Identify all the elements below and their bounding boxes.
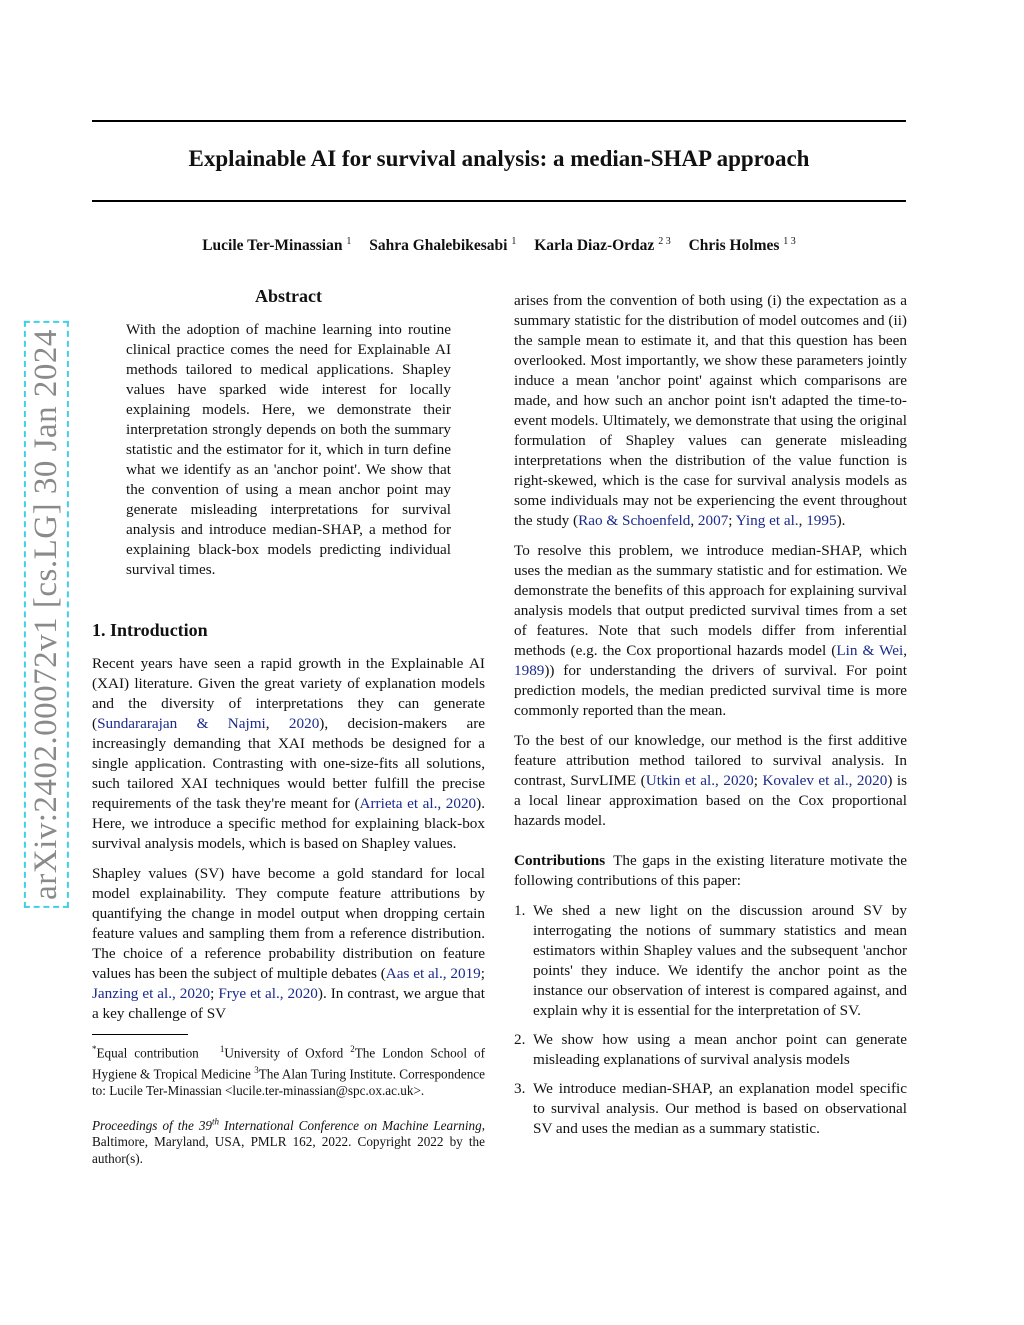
footnote-marker: * — [92, 1044, 97, 1054]
paragraph-text: Shapley values (SV) have become a gold standard for local model explainability. They compute feature attributions by quantifying the change in model output when dropping certain feature values and sampling them from a reference distribution. The choice of a reference probability distribution on feature values has been the subject of multiple debates ( — [92, 865, 485, 982]
citation-link[interactable]: Frye et al., 2020 — [218, 985, 318, 1002]
author-affiliation: 2 3 — [658, 236, 671, 247]
list-item-text: We show how using a mean anchor point can generate misleading explanations of survival analysis models — [533, 1031, 907, 1068]
citation-link[interactable]: Lin & Wei — [836, 642, 904, 659]
contributions-heading: Contributions — [514, 852, 606, 869]
citation-link[interactable]: Utkin et al., 2020 — [645, 772, 754, 789]
list-item-text: We shed a new light on the discussion around SV by interrogating the notions of summary statistics and mean estimators within Shapley values and the subsequent 'anchor points' they induce. We identify the anchor point as the instance our observation of interest is compared against, and explain why it is essential for the interpretation of SV. — [533, 902, 907, 1019]
title-rule-bottom — [92, 200, 906, 202]
list-item — [514, 1030, 907, 1070]
author — [202, 237, 351, 254]
citation-link[interactable]: Sundararajan & Najmi — [97, 715, 266, 732]
right-column — [514, 291, 907, 1148]
citation-separator: , — [798, 512, 807, 529]
intro-paragraph-1 — [92, 654, 485, 854]
author-name: Sahra Ghalebikesabi — [369, 237, 508, 255]
abstract-text: With the adoption of machine learning into routine clinical practice comes the need for Explainable AI methods tailored to medical applications. Shapley values have sparked wide interest for locally explaining models. Here, we demonstrate their interpretation strongly depends on both the summary statistic and the estimator for it, which in turn define what we identify as an 'anchor point'. We show that the convention of using a mean anchor point may generate misleading interpretations for survival analysis and introduce median-SHAP, a method for explaining black-box models predicting individual survival times. — [126, 321, 451, 578]
author-name: Karla Diaz-Ordaz — [534, 237, 655, 255]
list-item-number: 3. — [514, 1080, 526, 1097]
footnote-rule — [92, 1034, 188, 1041]
citation-link[interactable]: Rao & Schoenfeld — [578, 512, 691, 529]
citation-separator: , — [265, 715, 289, 732]
contributions-intro: The gaps in the existing literature motivate the following contributions of this paper: — [514, 852, 907, 889]
citation-link[interactable]: 1989 — [514, 662, 545, 679]
paragraph-text: ). Here, we introduce a specific method for explaining black-box survival analysis models, which is based on Shapley values. — [92, 795, 485, 852]
list-item-number: 1. — [514, 902, 526, 919]
citation-separator: ; — [728, 512, 736, 529]
affiliation-marker: 1 — [219, 1044, 225, 1054]
citation-link[interactable]: Arrieta et al., 2020 — [359, 795, 477, 812]
citation-separator: , — [903, 642, 907, 659]
footnote — [92, 1041, 485, 1099]
paragraph-text: To the best of our knowledge, our method is the first additive feature attribution method tailored to survival analysis. In contrast, SurvLIME ( — [514, 732, 907, 789]
citation-link[interactable]: Kovalev et al., 2020 — [762, 772, 888, 789]
contributions-paragraph — [514, 851, 907, 891]
paragraph-text: ) is a local linear approximation based on the Cox proportional hazards model. — [514, 772, 907, 829]
proceedings-note — [92, 1113, 485, 1167]
paragraph-text: ), decision-makers are increasingly demanding that XAI methods be designed for a single application. Contrasting with one-size-fits all solutions, such tailored XAI techniques would better fulfill the precise requirements of the task they're meant for ( — [92, 715, 485, 812]
proceedings-details: , Baltimore, Maryland, USA, PMLR 162, 2022. Copyright 2022 by the author(s). — [92, 1117, 485, 1166]
author-name: Chris Holmes — [688, 237, 780, 255]
author-affiliation: 1 3 — [783, 236, 796, 247]
paragraph-text: )) for understanding the drivers of survival. For point prediction models, the median predicted survival time is more commonly reported than the mean. — [514, 662, 907, 719]
affiliation-marker: 2 — [350, 1044, 355, 1054]
list-item — [514, 901, 907, 1021]
citation-link[interactable]: 1995 — [806, 512, 837, 529]
paragraph-text: To resolve this problem, we introduce median-SHAP, which uses the median as the summary statistic and for estimation. We demonstrate the benefits of this approach for explaining survival analysis models that output predicted survival times from a set of features. Note that such models differ from inferential methods (e.g. the Cox proportional hazards model ( — [514, 542, 907, 659]
left-column — [92, 286, 485, 1181]
list-item-text: We introduce median-SHAP, an explanation model specific to survival analysis. Our method is based on observational SV and uses the median as a summary statistic. — [533, 1080, 907, 1137]
paper-title: Explainable AI for survival analysis: a median-SHAP approach — [188, 146, 810, 171]
author-list — [92, 236, 906, 255]
affiliation-marker: 3 — [254, 1064, 259, 1075]
paragraph-text: ). In contrast, we argue that a key challenge of SV — [92, 985, 485, 1022]
intro-paragraph-2 — [92, 864, 485, 1024]
author — [689, 237, 796, 254]
citation-link[interactable]: 2007 — [697, 512, 729, 529]
footnote-equal-contribution: Equal contribution — [96, 1045, 199, 1061]
author-affiliation: 1 — [346, 236, 352, 247]
citation-separator: ; — [480, 965, 486, 982]
right-paragraph-1 — [514, 291, 907, 531]
citation-link[interactable]: Aas et al., 2019 — [385, 965, 481, 982]
citation-separator: ; — [210, 985, 219, 1002]
proceedings-prefix: Proceedings of the 39 — [92, 1117, 213, 1133]
author — [534, 237, 670, 254]
list-item — [514, 1079, 907, 1139]
arxiv-identifier-link[interactable]: arXiv:2402.00072v1 [cs.LG] 30 Jan 2024 — [28, 325, 65, 904]
citation-link[interactable]: Janzing et al., 2020 — [92, 985, 211, 1002]
paragraph-text: arises from the convention of both using (i) the expectation as a summary statistic for the distribution of model outcomes and (ii) the sample mean to estimate it, and that this question has been overlooked. Most importantly, we show these parameters jointly induce a mean 'anchor point' against which comparisons are made, and how such an anchor point isn't adapted the time-to-event models. Ultimately, we demonstrate that using the original formulation of Shapley values can generate misleading interpretations when the distribution of the value function is right-skewed, which is the case for survival analysis models as some individuals may not be experiencing the event throughout the study ( — [514, 292, 907, 529]
proceedings-conference: International Conference on Machine Learning — [219, 1117, 482, 1133]
affiliation-3-and-correspondence: The Alan Turing Institute. Correspondence to: Lucile Ter-Minassian <lucile.ter-minassian@spc.ox.ac.uk>. — [92, 1066, 485, 1098]
author-name: Lucile Ter-Minassian — [202, 237, 343, 255]
citation-separator: , — [690, 512, 698, 529]
citation-link[interactable]: 2020 — [288, 715, 320, 732]
abstract-heading: Abstract — [255, 286, 322, 306]
right-paragraph-2 — [514, 541, 907, 721]
paragraph-text: Recent years have seen a rapid growth in the Explainable AI (XAI) literature. Given the great variety of explanation models and the diversity of interpretations they can generate ( — [92, 655, 485, 732]
list-item-number: 2. — [514, 1031, 526, 1048]
arxiv-identifier-margin — [26, 322, 66, 907]
proceedings-superscript: th — [212, 1116, 220, 1127]
author-affiliation: 1 — [511, 236, 517, 247]
paragraph-text: ). — [836, 512, 846, 529]
contributions-list — [514, 901, 907, 1139]
title-rule-top — [92, 120, 906, 122]
affiliation-1: University of Oxford — [224, 1045, 344, 1061]
citation-separator: ; — [753, 772, 763, 789]
section-heading-introduction: 1. Introduction — [92, 620, 208, 640]
author — [369, 237, 516, 254]
right-paragraph-3 — [514, 731, 907, 831]
affiliation-2: The London School of Hygiene & Tropical Medicine — [92, 1045, 486, 1082]
citation-link[interactable]: Ying et al. — [735, 512, 799, 529]
